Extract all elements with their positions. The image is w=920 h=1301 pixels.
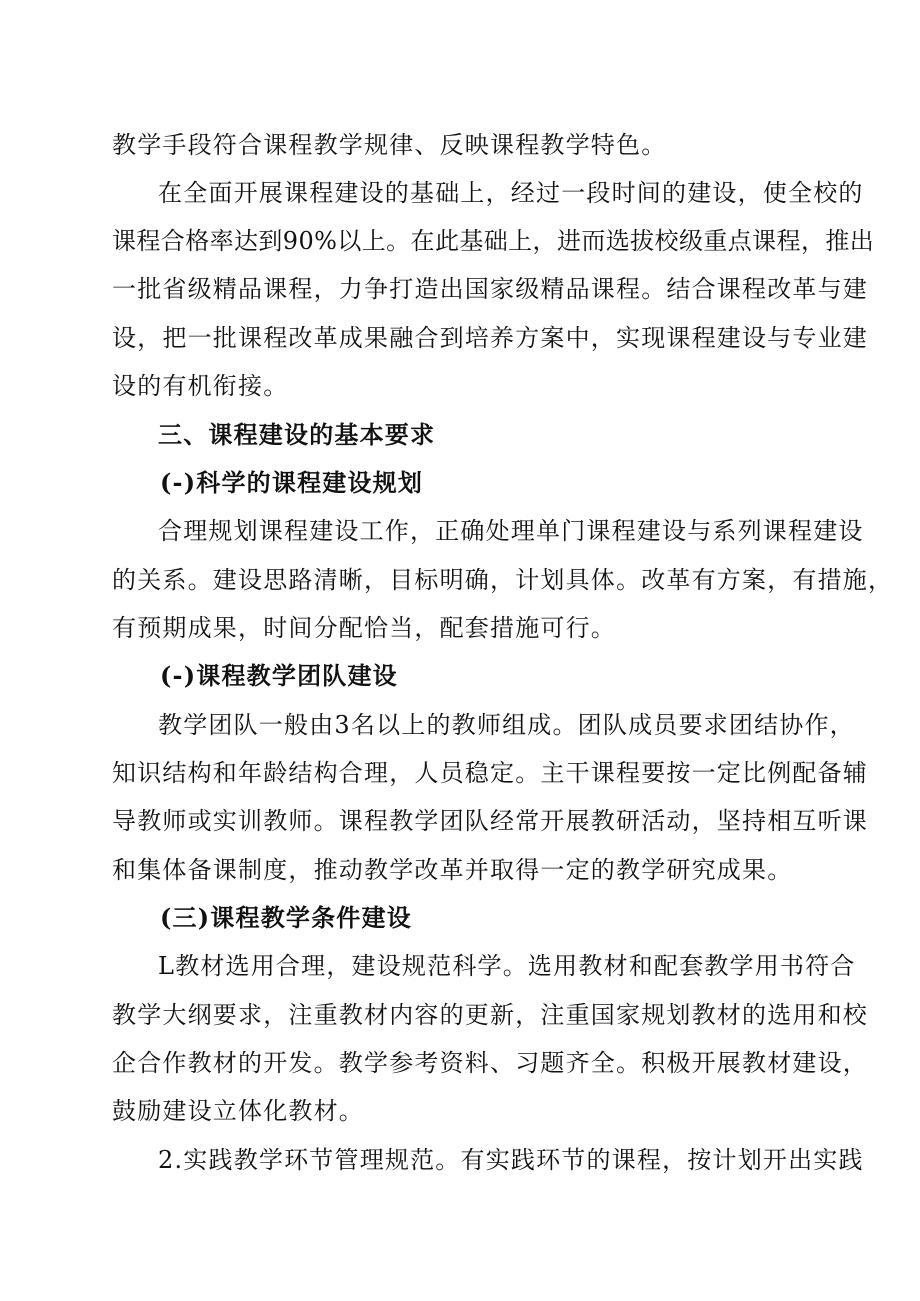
paragraph-line: 有预期成果，时间分配恰当，配套措施可行。 xyxy=(112,614,616,642)
section-heading: 三、课程建设的基本要求 xyxy=(158,420,436,449)
paragraph-line: L教材选用合理，建设规范科学。选用教材和配套教学用书符合 xyxy=(158,952,856,980)
paragraph-line: 导教师或实训教师。课程教学团队经常开展教研活动，坚持相互听课 xyxy=(112,807,868,835)
paragraph-line: 设的有机衔接。 xyxy=(112,372,289,400)
paragraph-line: 教学手段符合课程教学规律、反映课程教学特色。 xyxy=(112,131,667,159)
subsection-heading: (-)科学的课程建设规划 xyxy=(160,468,424,497)
paragraph-line: 2.实践教学环节管理规范。有实践环节的课程，按计划开出实践 xyxy=(158,1146,864,1174)
paragraph-line: 鼓励建设立体化教材。 xyxy=(112,1097,364,1125)
paragraph-line: 教学大纲要求，注重教材内容的更新，注重国家规划教材的选用和校 xyxy=(112,1001,868,1029)
paragraph-line: 合理规划课程建设工作，正确处理单门课程建设与系列课程建设 xyxy=(158,517,864,545)
paragraph-line: 和集体备课制度，推动教学改革并取得一定的教学研究成果。 xyxy=(112,856,793,884)
paragraph-line: 知识结构和年龄结构合理，人员稳定。主干课程要按一定比例配备辅 xyxy=(112,759,868,787)
paragraph-line: 在全面开展课程建设的基础上，经过一段时间的建设，使全校的 xyxy=(158,179,864,207)
paragraph-line: 设，把一批课程改革成果融合到培养方案中，实现课程建设与专业建 xyxy=(112,324,868,352)
paragraph-line: 教学团队一般由3名以上的教师组成。团队成员要求团结协作， xyxy=(158,711,855,739)
paragraph-line: 课程合格率达到90%以上。在此基础上，进而选拔校级重点课程，推出 xyxy=(112,227,875,255)
subsection-heading: (-)课程教学团队建设 xyxy=(160,661,398,690)
paragraph-line: 企合作教材的开发。教学参考资料、习题齐全。积极开展教材建设， xyxy=(112,1049,868,1077)
paragraph-line: 的关系。建设思路清晰，目标明确，计划具体。改革有方案，有措施， xyxy=(112,566,894,594)
subsection-heading: (三)课程教学条件建设 xyxy=(160,903,412,932)
paragraph-line: 一批省级精品课程，力争打造出国家级精品课程。结合课程改革与建 xyxy=(112,275,868,303)
